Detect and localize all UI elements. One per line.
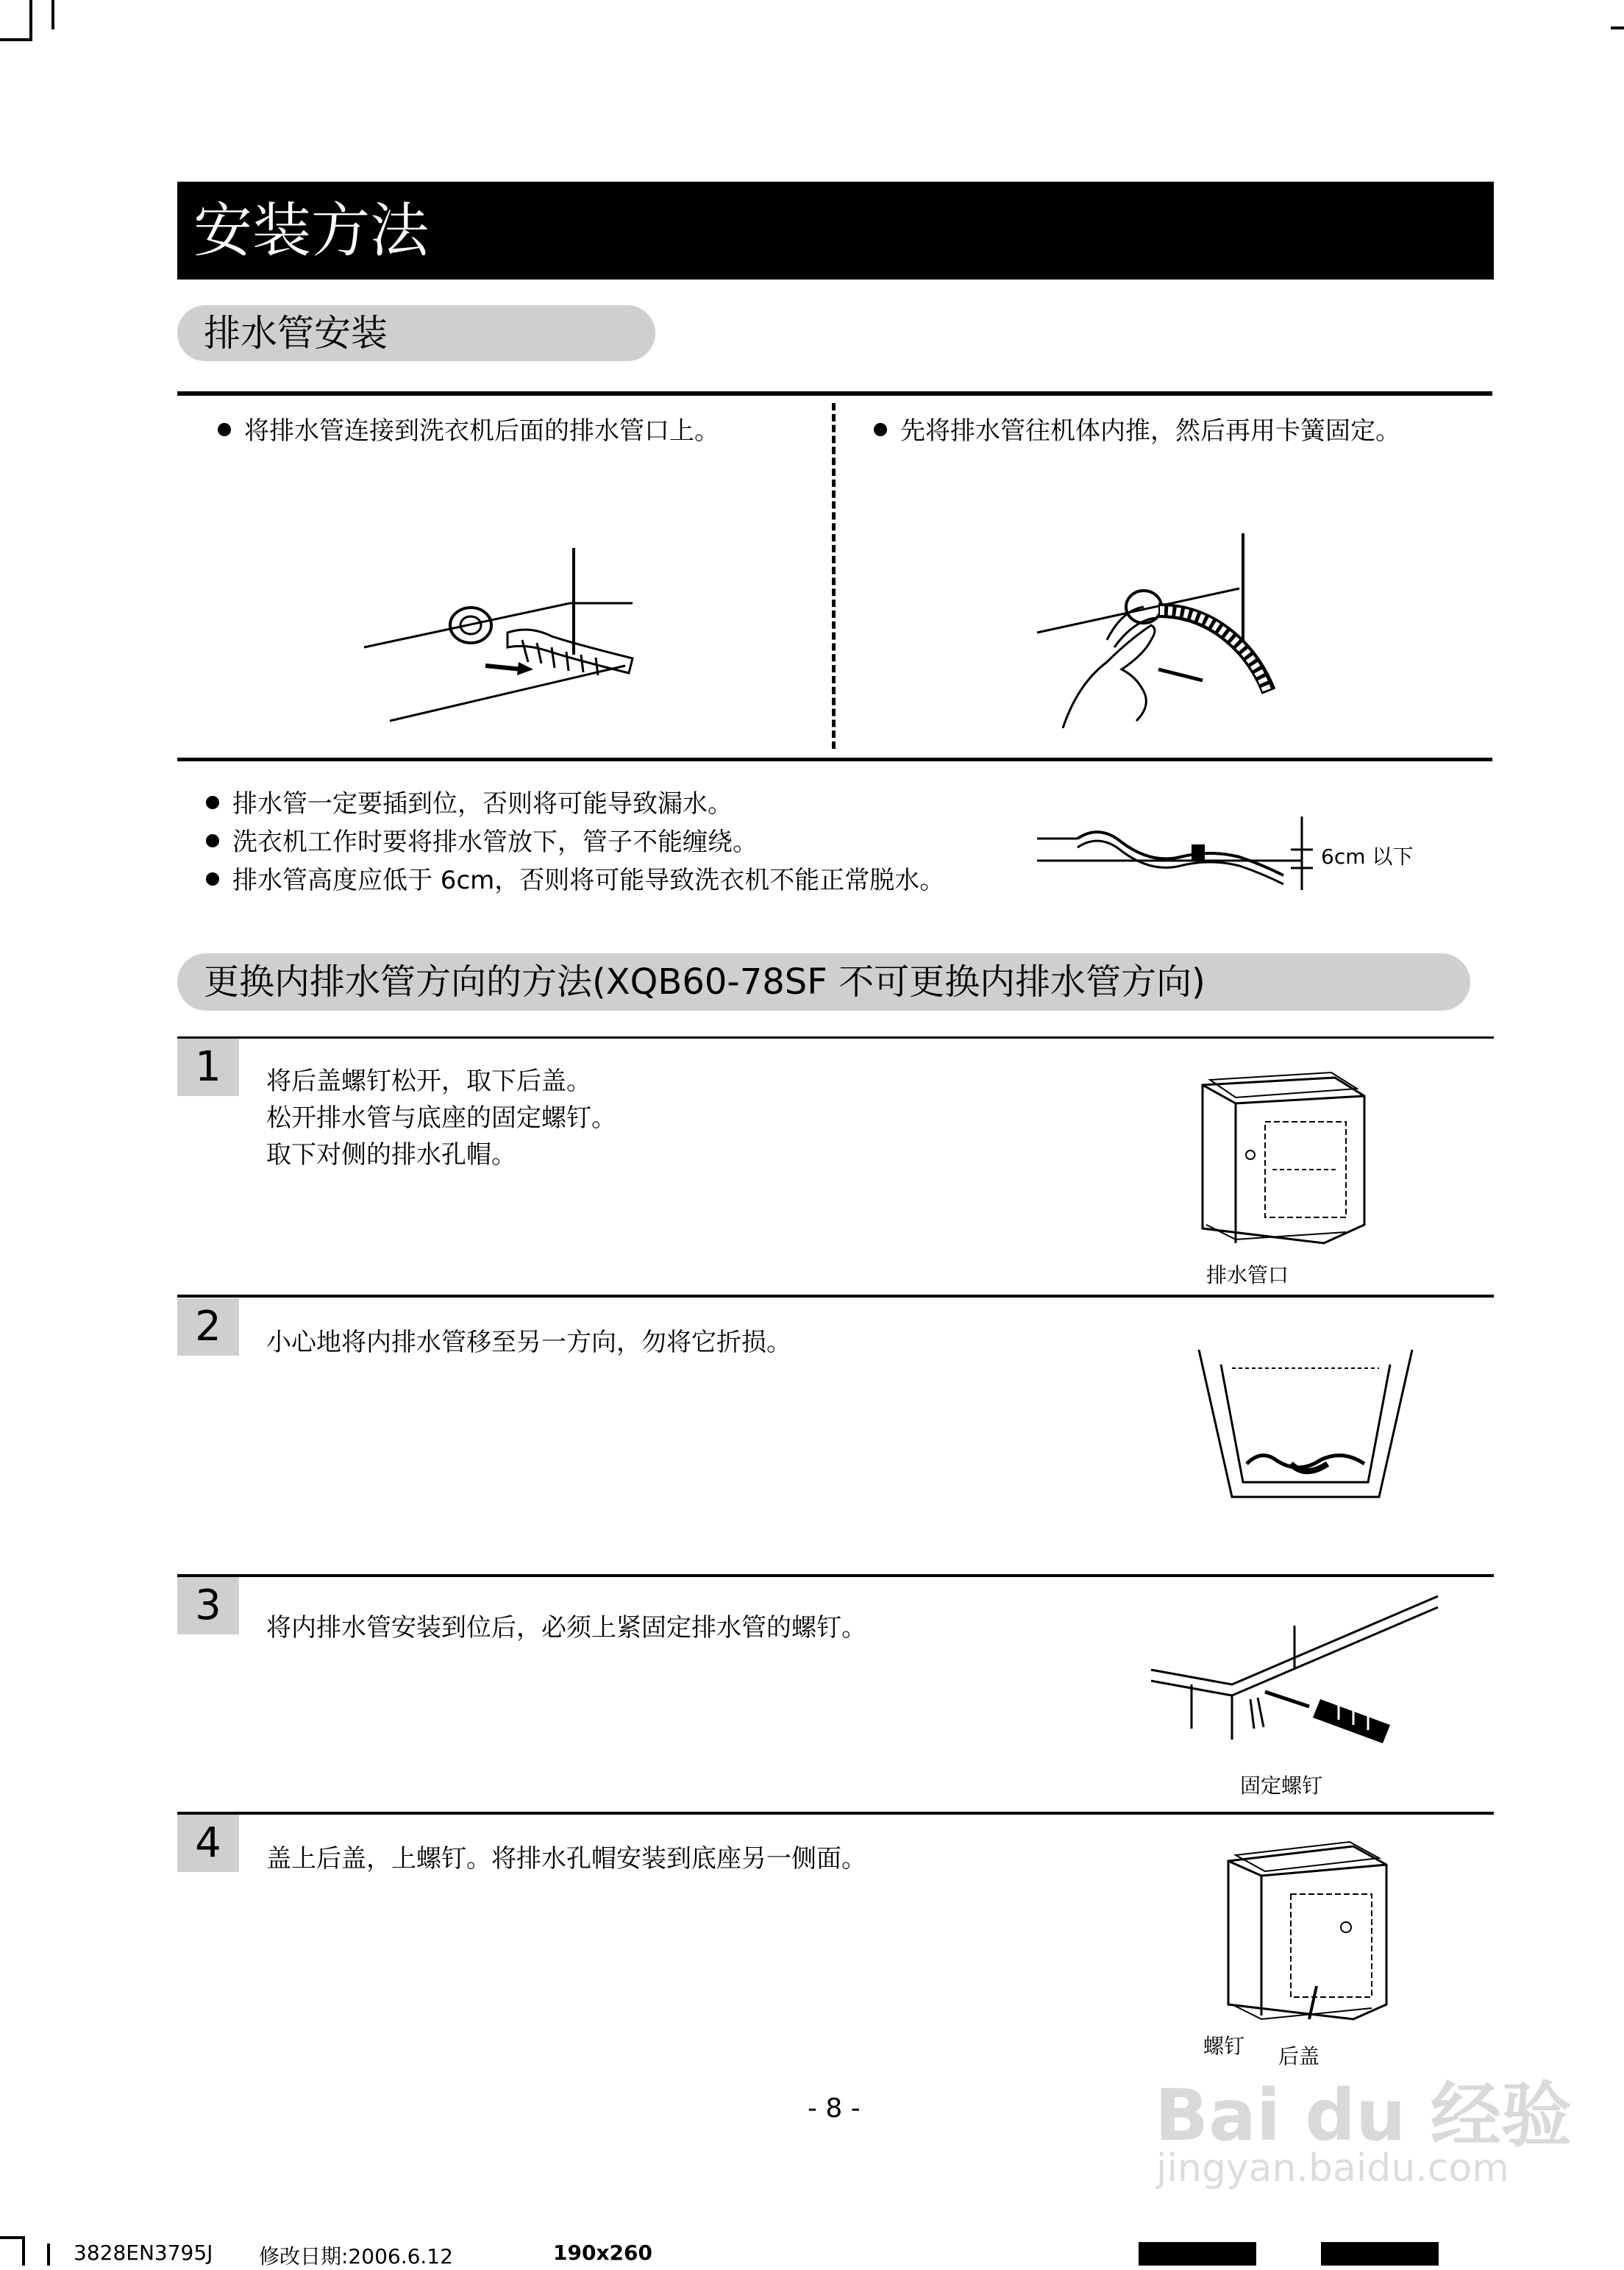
crop-mark	[0, 38, 29, 41]
watermark-logo: Bai du 经验	[1155, 2074, 1572, 2157]
page-number: - 8 -	[808, 2093, 861, 2124]
figure-label: 固定螺钉	[1240, 1773, 1323, 1798]
step-divider	[177, 1295, 1494, 1298]
footer-revision: 修改日期:2006.6.12	[259, 2244, 453, 2269]
step-text: 将内排水管安装到位后，必须上紧固定排水管的螺钉。	[266, 1613, 866, 1643]
divider	[177, 391, 1492, 396]
note-item: 排水管一定要插到位，否则将可能导致漏水。	[206, 789, 733, 819]
inner-drain-hose-illustration	[1195, 1346, 1416, 1508]
instruction-left: 将排水管连接到洗衣机后面的排水管口上。	[218, 416, 719, 446]
bullet-icon	[206, 872, 219, 886]
crop-mark	[1611, 26, 1624, 29]
footer-doc-code: 3828EN3795J	[74, 2241, 213, 2265]
bullet-icon	[218, 423, 231, 436]
step-text: 将后盖螺钉松开，取下后盖。 松开排水管与底座的固定螺钉。 取下对侧的排水孔帽。	[266, 1067, 616, 1170]
washer-rear-illustration	[1192, 1059, 1375, 1258]
step-number: 2	[177, 1298, 239, 1356]
hose-height-illustration	[1037, 809, 1317, 897]
step-text: 盖上后盖，上螺钉。将排水孔帽安装到底座另一侧面。	[266, 1844, 866, 1874]
step-number: 1	[177, 1039, 239, 1096]
hand-push-illustration	[1033, 530, 1313, 728]
height-label: 6cm 以下	[1321, 844, 1414, 869]
page-title: 安装方法	[177, 182, 1494, 280]
section-heading-change-direction: 更换内排水管方向的方法(XQB60-78SF 不可更换内排水管方向)	[177, 953, 1470, 1011]
registration-bar	[1139, 2242, 1256, 2266]
divider	[177, 758, 1492, 761]
bullet-icon	[206, 834, 219, 847]
registration-bar	[1321, 2242, 1439, 2266]
crop-mark	[51, 0, 54, 29]
divider	[832, 403, 836, 749]
crop-mark	[47, 2244, 50, 2266]
watermark-url: jingyan.baidu.com	[1156, 2146, 1509, 2191]
note-item: 洗衣机工作时要将排水管放下，管子不能缠绕。	[206, 828, 758, 857]
washer-rear-cover-illustration	[1221, 1832, 1405, 2038]
section-heading-drain-hose: 排水管安装	[177, 305, 655, 361]
step-divider	[177, 1574, 1494, 1577]
crop-mark	[22, 2236, 25, 2266]
figure-label: 后盖	[1278, 2044, 1320, 2068]
bullet-icon	[874, 423, 887, 436]
crop-mark	[29, 0, 32, 41]
step-text: 小心地将内排水管移至另一方向，勿将它折损。	[266, 1328, 791, 1357]
note-item: 排水管高度应低于 6cm，否则将可能导致洗衣机不能正常脱水。	[206, 866, 944, 895]
screw-fixing-illustration	[1147, 1589, 1442, 1773]
step-number: 3	[177, 1577, 239, 1634]
hose-connection-illustration	[360, 544, 655, 736]
step-divider	[177, 1036, 1494, 1039]
step-number: 4	[177, 1815, 239, 1872]
bullet-icon	[206, 796, 219, 809]
figure-label: 螺钉	[1203, 2034, 1245, 2058]
instruction-right: 先将排水管往机体内推，然后再用卡簧固定。	[874, 416, 1400, 446]
step-divider	[177, 1812, 1494, 1815]
footer-size: 190x260	[553, 2241, 652, 2265]
figure-label: 排水管口	[1206, 1263, 1289, 1287]
crop-mark	[0, 2236, 22, 2239]
